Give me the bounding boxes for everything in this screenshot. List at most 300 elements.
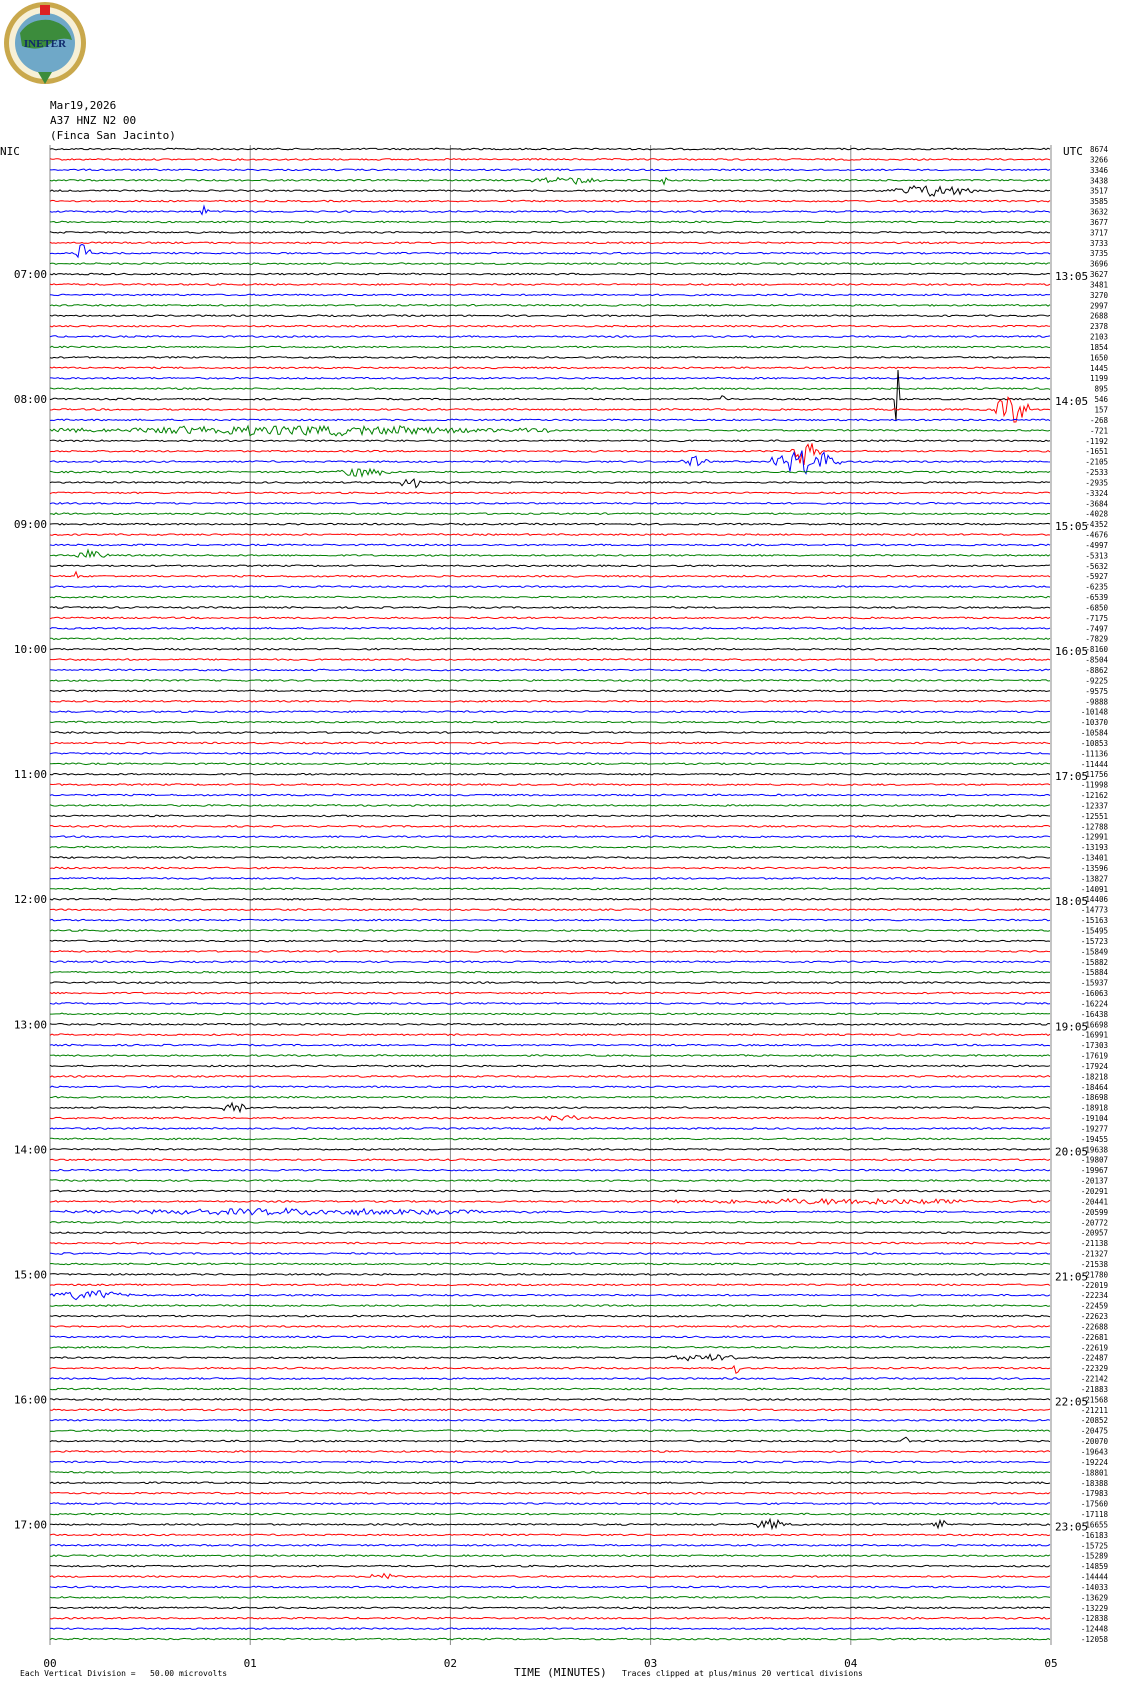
row-offset-label: -16063	[1080, 989, 1108, 999]
trace-row	[50, 206, 1050, 214]
row-offset-label: 3517	[1089, 186, 1108, 196]
x-tick-label: 03	[643, 1657, 658, 1670]
row-offset-label: -17303	[1080, 1041, 1108, 1051]
row-offset-label: 1199	[1089, 374, 1108, 384]
row-offset-label: -4352	[1085, 520, 1108, 530]
trace-row	[50, 1003, 1050, 1005]
trace-row	[50, 336, 1050, 338]
trace-row	[50, 1461, 1050, 1463]
row-offset-label: -12337	[1080, 801, 1108, 811]
x-tick-label: 05	[1044, 1657, 1058, 1670]
trace-row	[50, 1451, 1050, 1453]
trace-row	[50, 1326, 1050, 1328]
trace-row	[50, 1169, 1050, 1171]
utc-hour-label: 21:05	[1055, 1270, 1089, 1284]
row-offset-label: -8862	[1085, 666, 1108, 675]
trace-row	[50, 1034, 1050, 1036]
trace-row	[50, 878, 1050, 880]
local-hour-label: 14:00	[13, 1143, 47, 1157]
row-offset-label: -13401	[1080, 853, 1108, 863]
row-offset-label: -11444	[1080, 759, 1108, 769]
trace-row	[50, 1222, 1050, 1224]
utc-hour-label: 16:05	[1055, 645, 1089, 659]
trace-row	[50, 721, 1050, 723]
row-offset-label: -2105	[1085, 457, 1108, 467]
row-offset-label: -21327	[1080, 1249, 1108, 1259]
row-offset-label: -15723	[1080, 936, 1108, 946]
trace-row	[50, 1617, 1050, 1619]
trace-row	[50, 1024, 1050, 1026]
row-offset-label: 2378	[1089, 322, 1108, 332]
row-offset-label: -9888	[1085, 697, 1108, 707]
trace-row	[50, 1628, 1050, 1630]
row-offset-label: 1650	[1089, 353, 1108, 363]
trace-row	[50, 1138, 1050, 1140]
trace-row	[50, 178, 1050, 185]
row-offset-label: -13827	[1080, 874, 1108, 884]
trace-row	[50, 763, 1050, 765]
trace-row	[50, 659, 1050, 661]
trace-row	[50, 263, 1050, 265]
row-offset-label: -2935	[1085, 478, 1108, 488]
trace-row	[50, 169, 1050, 171]
row-offset-label: -17619	[1080, 1051, 1108, 1061]
trace-row	[50, 1086, 1050, 1088]
trace-row	[50, 1565, 1050, 1567]
row-offset-label: 3696	[1089, 259, 1108, 269]
trace-row	[50, 1159, 1050, 1161]
trace-row	[50, 1347, 1050, 1349]
local-hour-label: 11:00	[13, 768, 47, 782]
trace-row	[50, 1437, 1050, 1442]
trace-row	[50, 1638, 1050, 1640]
trace-row	[50, 690, 1050, 692]
row-offset-label: -268	[1089, 415, 1108, 425]
row-offset-label: -15884	[1080, 968, 1108, 978]
trace-row	[50, 148, 1050, 150]
trace-row	[50, 377, 1050, 379]
row-offset-label: -4997	[1085, 540, 1108, 550]
row-offset-label: -15849	[1080, 947, 1108, 957]
x-tick-label: 02	[443, 1657, 458, 1670]
trace-row	[50, 1336, 1050, 1338]
row-offset-label: -4676	[1085, 530, 1108, 540]
utc-hour-label: 15:05	[1055, 520, 1089, 534]
trace-row	[50, 1388, 1050, 1390]
trace-row	[50, 826, 1050, 828]
row-offset-label: -13629	[1080, 1593, 1108, 1603]
row-offset-label: -5313	[1085, 551, 1108, 561]
row-offset-label: -22623	[1080, 1312, 1108, 1322]
trace-row	[50, 305, 1050, 307]
trace-row	[50, 534, 1050, 536]
trace-row	[50, 513, 1050, 515]
row-offset-label: 1445	[1089, 363, 1108, 373]
row-offset-label: -16698	[1080, 1020, 1108, 1030]
row-offset-label: -20852	[1080, 1416, 1108, 1426]
local-hour-label: 15:00	[13, 1268, 47, 1282]
row-offset-label: 3438	[1089, 176, 1108, 186]
row-offset-label: -9225	[1085, 676, 1108, 686]
labels	[0, 145, 1108, 1679]
trace-row	[50, 794, 1050, 796]
trace-row	[50, 617, 1050, 619]
logo-text: INETER	[23, 38, 67, 50]
row-offset-label: -20957	[1080, 1228, 1108, 1238]
trace-row	[50, 1534, 1050, 1536]
row-offset-label: -14773	[1080, 905, 1108, 915]
trace-row	[50, 1208, 1050, 1215]
row-offset-label: -19643	[1080, 1447, 1108, 1457]
row-offset-label: 895	[1094, 384, 1108, 394]
row-offset-label: -11756	[1080, 770, 1108, 780]
trace-row	[50, 244, 1050, 257]
trace-row	[50, 1586, 1050, 1588]
trace-row	[50, 367, 1050, 369]
row-offset-label: -12551	[1080, 811, 1108, 821]
trace-row	[50, 1399, 1050, 1401]
row-offset-label: -19104	[1080, 1114, 1108, 1124]
row-offset-label: -13229	[1080, 1603, 1108, 1613]
row-offset-label: -19224	[1080, 1457, 1108, 1467]
row-offset-label: -15937	[1080, 978, 1108, 988]
row-offset-label: 3632	[1089, 207, 1108, 217]
row-offset-label: -12838	[1080, 1614, 1108, 1624]
local-hour-label: 09:00	[13, 518, 47, 532]
row-offset-label: -19638	[1080, 1145, 1108, 1155]
trace-row	[50, 992, 1050, 994]
traces	[50, 148, 1050, 1640]
trace-row	[50, 898, 1050, 900]
row-offset-label: -18464	[1080, 1082, 1108, 1092]
trace-row	[50, 982, 1050, 984]
trace-row	[50, 701, 1050, 703]
row-offset-label: -22688	[1080, 1322, 1108, 1332]
trace-row	[50, 1430, 1050, 1432]
utc-hour-label: 13:05	[1055, 270, 1089, 284]
row-offset-label: -16183	[1080, 1530, 1108, 1540]
row-offset-label: -7175	[1085, 613, 1108, 623]
row-offset-label: -12788	[1080, 822, 1108, 832]
trace-row	[50, 1103, 1050, 1112]
trace-row	[50, 388, 1050, 390]
location-label: (Finca San Jacinto)	[50, 129, 176, 142]
trace-row	[50, 1284, 1050, 1286]
trace-row	[50, 846, 1050, 848]
trace-row	[50, 1419, 1050, 1421]
trace-row	[50, 1519, 1050, 1528]
trace-row	[50, 572, 1050, 578]
trace-row	[50, 1482, 1050, 1484]
trace-row	[50, 909, 1050, 911]
row-offset-label: -17983	[1080, 1489, 1108, 1499]
x-tick-label: 04	[844, 1657, 858, 1670]
trace-row	[50, 815, 1050, 817]
row-offset-label: -21780	[1080, 1270, 1108, 1280]
trace-row	[50, 397, 1050, 422]
trace-row	[50, 232, 1050, 234]
trace-row	[50, 961, 1050, 963]
trace-row	[50, 1044, 1050, 1046]
trace-row	[50, 1503, 1050, 1505]
trace-row	[50, 596, 1050, 598]
trace-row	[50, 492, 1050, 494]
row-offset-label: -20599	[1080, 1207, 1108, 1217]
row-offset-label: 3270	[1089, 290, 1108, 300]
row-offset-label: -8504	[1085, 655, 1108, 665]
trace-row	[50, 867, 1050, 869]
row-offset-label: -18698	[1080, 1093, 1108, 1103]
row-offset-label: -10853	[1080, 738, 1108, 748]
trace-row	[50, 1116, 1050, 1121]
row-offset-label: -6539	[1085, 593, 1108, 603]
row-offset-label: 3717	[1089, 228, 1108, 238]
row-offset-label: -20070	[1080, 1437, 1108, 1447]
row-offset-label: 3346	[1089, 165, 1108, 175]
trace-row	[50, 1472, 1050, 1474]
date-label: Mar19,2026	[50, 99, 117, 112]
trace-row	[50, 586, 1050, 588]
row-offset-label: -12448	[1080, 1624, 1108, 1634]
row-offset-label: -21211	[1080, 1405, 1108, 1415]
trace-row	[50, 919, 1050, 921]
row-offset-label: -20772	[1080, 1218, 1108, 1228]
trace-row	[50, 221, 1050, 223]
row-offset-label: -16991	[1080, 1030, 1108, 1040]
trace-row	[50, 1378, 1050, 1380]
row-offset-label: -22019	[1080, 1280, 1108, 1290]
trace-row	[50, 1190, 1050, 1192]
row-offset-label: -10584	[1080, 728, 1108, 738]
row-offset-label: -12058	[1080, 1635, 1108, 1645]
trace-row	[50, 1096, 1050, 1098]
trace-row	[50, 284, 1050, 286]
row-offset-label: -21138	[1080, 1239, 1108, 1249]
trace-row	[50, 426, 1050, 436]
row-offset-label: 3627	[1089, 270, 1108, 280]
trace-row	[50, 1149, 1050, 1151]
row-offset-label: -11136	[1080, 749, 1108, 759]
row-offset-label: 3481	[1089, 280, 1108, 290]
row-offset-label: -18918	[1080, 1103, 1108, 1113]
trace-row	[50, 1366, 1050, 1373]
trace-row	[50, 1274, 1050, 1276]
row-offset-label: -6235	[1085, 582, 1108, 592]
row-offset-label: -14859	[1080, 1562, 1108, 1572]
row-offset-label: -13193	[1080, 843, 1108, 853]
row-offset-label: 546	[1094, 395, 1108, 405]
trace-row	[50, 1242, 1050, 1244]
local-hour-label: 08:00	[13, 393, 47, 407]
trace-row	[50, 1076, 1050, 1078]
trace-row	[50, 607, 1050, 609]
row-offset-label: -16655	[1080, 1520, 1108, 1530]
row-offset-label: -20137	[1080, 1176, 1108, 1186]
utc-hour-label: 18:05	[1055, 895, 1089, 909]
row-offset-label: -22619	[1080, 1343, 1108, 1353]
row-offset-label: -20291	[1080, 1187, 1108, 1196]
trace-row	[50, 1607, 1050, 1609]
row-offset-label: -19455	[1080, 1134, 1108, 1144]
trace-row	[50, 1291, 1050, 1300]
row-offset-label: -22681	[1080, 1332, 1108, 1342]
row-offset-label: -721	[1089, 426, 1108, 436]
trace-row	[50, 273, 1050, 275]
row-offset-label: -11998	[1080, 780, 1108, 790]
trace-row	[50, 1232, 1050, 1234]
trace-row	[50, 451, 1050, 474]
trace-row	[50, 186, 1050, 196]
row-offset-label: -15882	[1080, 957, 1108, 967]
row-offset-label: -15495	[1080, 926, 1108, 936]
trace-row	[50, 1574, 1050, 1579]
trace-row	[50, 440, 1050, 442]
x-tick-label: 01	[243, 1657, 257, 1670]
trace-row	[50, 1305, 1050, 1307]
row-offset-label: -18388	[1080, 1478, 1108, 1488]
trace-row	[50, 200, 1050, 202]
trace-row	[50, 930, 1050, 932]
row-offset-label: 3677	[1089, 217, 1108, 227]
x-axis-label: TIME (MINUTES)	[514, 1666, 607, 1679]
trace-row	[50, 805, 1050, 807]
scale-note: Each Vertical Division = 50.00 microvolts	[20, 1669, 228, 1678]
row-offset-label: -3324	[1085, 488, 1108, 498]
row-offset-label: -7497	[1085, 624, 1108, 634]
trace-row	[50, 1555, 1050, 1557]
row-offset-label: -16224	[1080, 999, 1108, 1009]
row-offset-label: -10370	[1080, 718, 1108, 728]
utc-hour-label: 14:05	[1055, 395, 1089, 409]
row-offset-label: 8674	[1089, 145, 1108, 154]
trace-row	[50, 753, 1050, 755]
trace-row	[50, 315, 1050, 317]
row-offset-label: -18218	[1080, 1072, 1108, 1082]
row-offset-label: -5927	[1085, 572, 1108, 582]
trace-row	[50, 159, 1050, 161]
row-offset-label: -15163	[1080, 916, 1108, 926]
trace-row	[50, 503, 1050, 505]
trace-row	[50, 1253, 1050, 1255]
row-offset-label: -21538	[1080, 1259, 1108, 1269]
trace-row	[50, 773, 1050, 775]
row-offset-label: 157	[1094, 405, 1108, 415]
row-offset-label: -8160	[1085, 645, 1108, 655]
row-offset-label: -9575	[1085, 686, 1108, 696]
row-offset-label: -1192	[1085, 436, 1108, 446]
row-offset-label: -15725	[1080, 1541, 1108, 1551]
trace-row	[50, 242, 1050, 244]
trace-row	[50, 1013, 1050, 1015]
row-offset-label: 2997	[1089, 301, 1108, 311]
station-label: A37 HNZ N2 00	[50, 114, 137, 127]
row-offset-label: -20441	[1080, 1197, 1108, 1207]
trace-row	[50, 1199, 1050, 1205]
row-offset-label: -10148	[1080, 707, 1108, 717]
row-offset-label: -19967	[1080, 1166, 1108, 1176]
trace-row	[50, 419, 1050, 421]
trace-row	[50, 951, 1050, 953]
x-tick-label: 00	[43, 1657, 57, 1670]
local-hour-label: 13:00	[13, 1018, 47, 1032]
trace-row	[50, 857, 1050, 859]
row-offset-label: -14091	[1080, 884, 1108, 894]
trace-row	[50, 1545, 1050, 1547]
trace-row	[50, 479, 1050, 488]
row-offset-label: -4028	[1085, 509, 1108, 519]
row-offset-label: -17924	[1080, 1061, 1108, 1071]
row-offset-label: 3585	[1089, 197, 1108, 207]
row-offset-label: -12991	[1080, 832, 1108, 842]
trace-row	[50, 1128, 1050, 1130]
row-offset-label: -14444	[1080, 1572, 1108, 1582]
row-offset-label: -15289	[1080, 1551, 1108, 1561]
utc-hour-label: 17:05	[1055, 770, 1089, 784]
trace-row	[50, 784, 1050, 786]
trace-row	[50, 1065, 1050, 1067]
row-offset-label: -6850	[1085, 603, 1108, 613]
row-offset-label: -20475	[1080, 1426, 1108, 1436]
trace-row	[50, 1354, 1050, 1360]
row-offset-label: 2688	[1089, 311, 1108, 321]
trace-row	[50, 836, 1050, 838]
row-offset-label: -7829	[1085, 634, 1108, 644]
row-offset-label: -22459	[1080, 1301, 1108, 1311]
trace-row	[50, 648, 1050, 650]
trace-row	[50, 1055, 1050, 1057]
row-offset-label: -2533	[1085, 468, 1108, 478]
trace-row	[50, 732, 1050, 734]
row-offset-label: -17560	[1080, 1499, 1108, 1509]
row-offset-label: 3266	[1089, 155, 1108, 165]
trace-row	[50, 711, 1050, 713]
trace-row	[50, 325, 1050, 327]
trace-row	[50, 1315, 1050, 1317]
row-offset-label: -5632	[1085, 561, 1108, 571]
trace-row	[50, 888, 1050, 890]
utc-hour-label: 19:05	[1055, 1020, 1089, 1034]
row-offset-label: -22234	[1080, 1291, 1108, 1301]
row-offset-label: -22329	[1080, 1364, 1108, 1374]
row-offset-label: -3684	[1085, 499, 1108, 509]
trace-row	[50, 1492, 1050, 1494]
row-offset-label: -22487	[1080, 1353, 1108, 1363]
row-offset-label: 3733	[1089, 238, 1108, 248]
row-offset-label: -22142	[1080, 1374, 1108, 1384]
local-hour-label: 17:00	[13, 1518, 47, 1532]
row-offset-label: -17118	[1080, 1510, 1108, 1520]
utc-hour-label: 20:05	[1055, 1145, 1089, 1159]
trace-row	[50, 357, 1050, 359]
trace-row	[50, 638, 1050, 640]
trace-row	[50, 523, 1050, 525]
utc-hour-label: 22:05	[1055, 1395, 1089, 1409]
row-offset-label: -14033	[1080, 1582, 1108, 1592]
row-offset-label: -13596	[1080, 863, 1108, 873]
row-offset-label: -19277	[1080, 1124, 1108, 1134]
trace-row	[50, 1180, 1050, 1182]
row-offset-label: -16438	[1080, 1009, 1108, 1019]
left-axis-label: NIC	[0, 145, 20, 158]
trace-row	[50, 565, 1050, 567]
row-offset-label: -21883	[1080, 1384, 1108, 1394]
row-offset-label: 2103	[1089, 332, 1108, 342]
trace-row	[50, 1513, 1050, 1515]
trace-row	[50, 628, 1050, 630]
row-offset-label: -1651	[1085, 447, 1108, 457]
row-offset-label: -18801	[1080, 1468, 1108, 1478]
trace-row	[50, 1597, 1050, 1599]
